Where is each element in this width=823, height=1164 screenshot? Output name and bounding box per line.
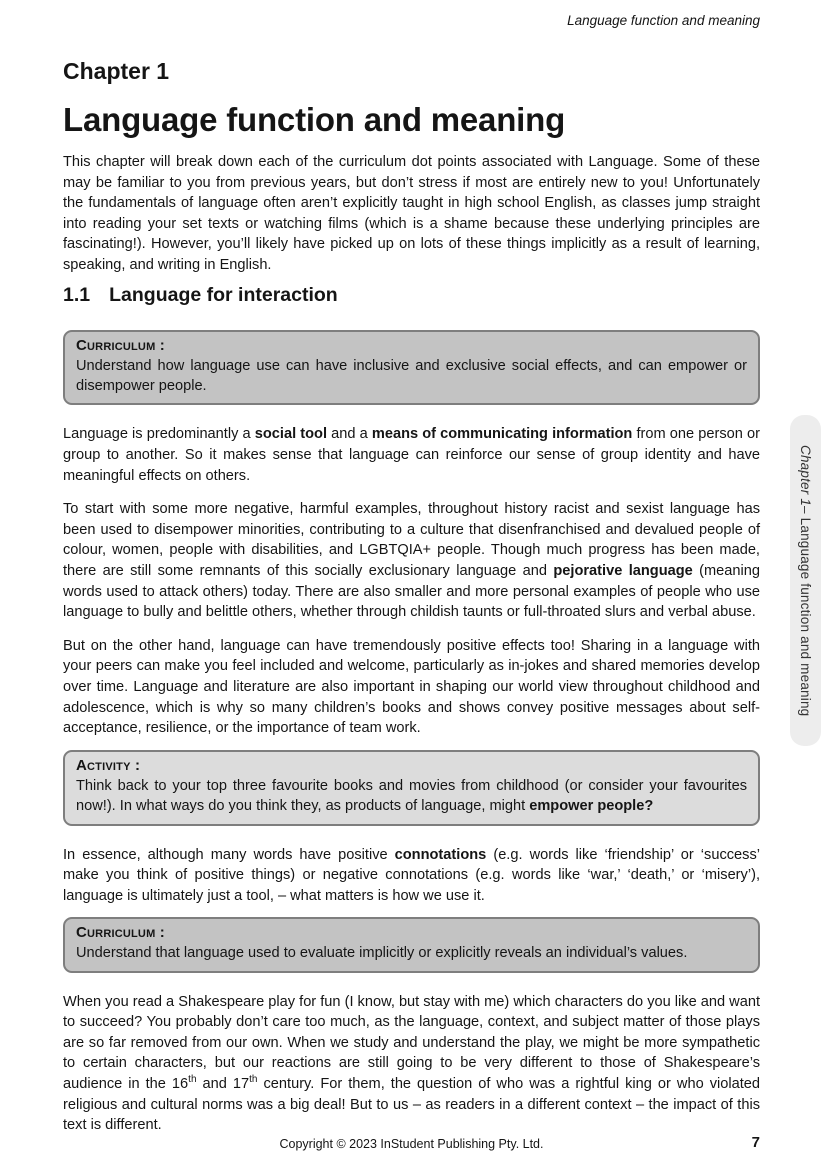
text-segment: and a — [327, 426, 372, 443]
activity-box-label: Activity : — [76, 756, 141, 774]
activity-box — [63, 750, 760, 826]
text-segment: To start with some more negative, harmful examples, throughout history racist and sexist language has been used to disempower minorities, contributing to a culture that disenfranchised and devalued people of colour, women, people with disabilities, and LGBTQIA+ people. Though much progress has been made, there are still some remnants of this socially exclusionary language and — [63, 501, 760, 579]
text-segment: Think back to your top three favourite books and movies from childhood (or consider your favourites now!). In what ways do you think they, as products of language, might — [76, 777, 747, 815]
page-content — [63, 0, 760, 1136]
chapter-label: Chapter 1 — [63, 58, 170, 84]
section-title: Language for interaction — [109, 283, 338, 306]
text-segment: from one person or group to another. So it makes sense that language can reinforce our sense of group identity and have meaningful effects on others. — [63, 426, 760, 484]
text-segment: and 17 — [196, 1076, 250, 1093]
curriculum-box-label: Curriculum : — [76, 924, 165, 942]
paragraph-shakespeare — [63, 992, 760, 1136]
bold-text: social tool — [254, 426, 328, 443]
footer-copyright: Copyright © 2023 InStudent Publishing Pty. Ltd. — [279, 1137, 544, 1151]
side-tab-chapter-label: Chapter 1 — [798, 444, 813, 506]
page-number: 7 — [751, 1134, 760, 1151]
text-segment: In essence, although many words have positive — [63, 846, 395, 863]
text-segment: (e.g. words like ‘friendship’ or ‘success’ make you think of positive things) or negative connotations (e.g. words like ‘war,’ ‘death,’ or ‘misery’), language is ultimately just a tool, – what matters is how we use it. — [63, 846, 760, 904]
curriculum-box-2 — [63, 917, 760, 972]
bold-text: connotations — [394, 846, 487, 863]
paragraph-social-tool — [63, 424, 760, 486]
activity-box-text — [76, 776, 747, 817]
text-segment: (meaning words used to attack others) today. There are also smaller and more personal examples of people who use language to bully and belittle others, whether through childish taunts or full-throated slurs and verbal abuse. — [63, 562, 760, 621]
section-heading-1-1 — [63, 284, 760, 306]
bold-text: empower people? — [529, 798, 654, 815]
bold-text: pejorative language — [553, 562, 693, 579]
ordinal-superscript: th — [249, 1074, 258, 1086]
curriculum-box-label: Curriculum : — [76, 336, 165, 354]
intro-paragraph: This chapter will break down each of the curriculum dot points associated with Language. Some of these may be familiar to you from previous years, but don’t stress if most are entirely new to you! Unfortunately the fundamentals of language often aren’t explicitly taught in high school English, as classes jump straight into reading your set texts or watching films (which is a shame because these underlying principles are fascinating!). However, you’ll likely have picked up on lots of these things implicitly as a result of learning, speaking, and writing in English. — [63, 154, 760, 273]
running-header: Language function and meaning — [567, 13, 760, 28]
curriculum-box-text: Understand how language use can have inclusive and exclusive social effects, and can empower or disempower people. — [76, 357, 747, 394]
section-number: 1.1 — [63, 283, 91, 306]
text-segment: century. For them, the question of who was a rightful king or who violated religious and cultural norms was a big deal! But to us – as readers in a different context – the impact of this text is different. — [63, 1076, 761, 1134]
paragraph-connotations — [63, 845, 760, 907]
curriculum-box-1 — [63, 330, 760, 406]
text-segment: Language is predominantly a — [63, 426, 255, 443]
ordinal-superscript: th — [188, 1074, 197, 1086]
text-segment: When you read a Shakespeare play for fun (I know, but stay with me) which characters do you like and want to succeed? You probably don’t care too much, as the language, context, and subject matter of those plays are so far removed from our own. When we study and understand the play, we might be more sympathetic to certain characters, but our reactions are still going to be very different to those of Shakespeare’s audience in the 16 — [63, 993, 760, 1093]
paragraph-positive-effects: But on the other hand, language can have tremendously positive effects too! Sharing in a language with your peers can make you feel included and welcome, particularly as in-jokes and shared memories develop over time. Language and literature are also important in shaping our world view throughout childhood and adolescence, which is why so many children’s books and shows convey positive messages about self-acceptance, resilience, or the importance of team work. — [63, 637, 760, 737]
chapter-side-tab — [790, 415, 821, 746]
side-tab-title: – Language function and meaning — [798, 505, 813, 717]
chapter-title: Language function and meaning — [63, 101, 566, 138]
bold-text: means of communicating information — [371, 426, 633, 443]
paragraph-negative-examples — [63, 499, 760, 623]
curriculum-box-text: Understand that language used to evaluate implicitly or explicitly reveals an individual’s values. — [76, 945, 688, 962]
